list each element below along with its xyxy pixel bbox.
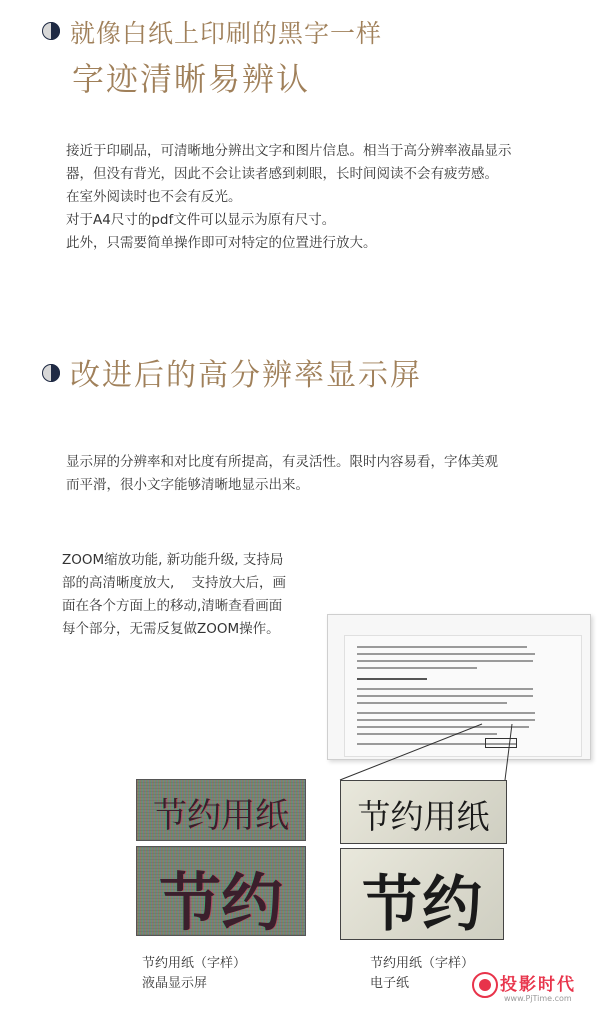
zoom-line-3: 面在各个方面上的移动,清晰查看画面 xyxy=(62,598,283,614)
section1-line-2: 器，但没有背光，因此不会让读者感到刺眼，长时间阅读不会有疲劳感。 xyxy=(66,166,498,182)
zoom-line-4: 每个部分，无需反复做ZOOM操作。 xyxy=(62,621,280,637)
section1-line-1: 接近于印刷品，可清晰地分辨出文字和图片信息。相当于高分辨率液晶显示 xyxy=(66,143,512,159)
section1-line-4: 对于A4尺寸的pdf文件可以显示为原有尺寸。 xyxy=(66,212,336,228)
lcd-caption-line-1: 节约用纸（字样） xyxy=(142,956,247,971)
epaper-caption-line-1: 节约用纸（字样） xyxy=(370,956,475,971)
zoom-line-2: 部的高清晰度放大, 支持放大后，画 xyxy=(62,575,286,591)
section2-line-1: 显示屏的分辨率和对比度有所提高，有灵活性。限时内容易看，字体美观 xyxy=(66,454,498,470)
section2-title: 改进后的高分辨率显示屏 xyxy=(70,358,422,393)
epaper-caption-line-2: 电子纸 xyxy=(370,976,410,991)
lcd-caption xyxy=(142,954,246,994)
pjtime-logo-url: www.PjTime.com xyxy=(504,994,572,1003)
section2-line-2: 而平滑，很小文字能够清晰地显示出来。 xyxy=(66,477,309,493)
section1-title: 字迹清晰易辨认 xyxy=(72,60,311,98)
epaper-sample-large xyxy=(340,848,504,940)
epaper-caption xyxy=(370,954,474,994)
lcd-sample-small-text: 节约用纸 xyxy=(153,796,289,836)
zoom-line-1: ZOOM缩放功能, 新功能升级, 支持局 xyxy=(62,552,284,568)
lcd-sample-large xyxy=(136,846,306,936)
pjtime-logo-name: 投影时代 xyxy=(500,975,576,995)
lcd-sample-large-text: 节约 xyxy=(158,866,283,936)
epaper-sample-large-text: 节约 xyxy=(362,870,482,940)
lcd-sample-small xyxy=(136,779,306,841)
pjtime-logo xyxy=(470,966,600,1016)
section1-subtitle: 就像白纸上印刷的黑字一样 xyxy=(70,19,383,48)
epaper-sample-small xyxy=(340,780,507,844)
section1-line-5: 此外，只需要简单操作即可对特定的位置进行放大。 xyxy=(66,235,377,251)
pjtime-logo-mark-icon xyxy=(470,970,500,1000)
section1-line-3: 在室外阅读时也不会有反光。 xyxy=(66,189,242,205)
epaper-sample-small-text: 节约用纸 xyxy=(357,797,490,836)
lcd-caption-line-2: 液晶显示屏 xyxy=(142,976,208,991)
